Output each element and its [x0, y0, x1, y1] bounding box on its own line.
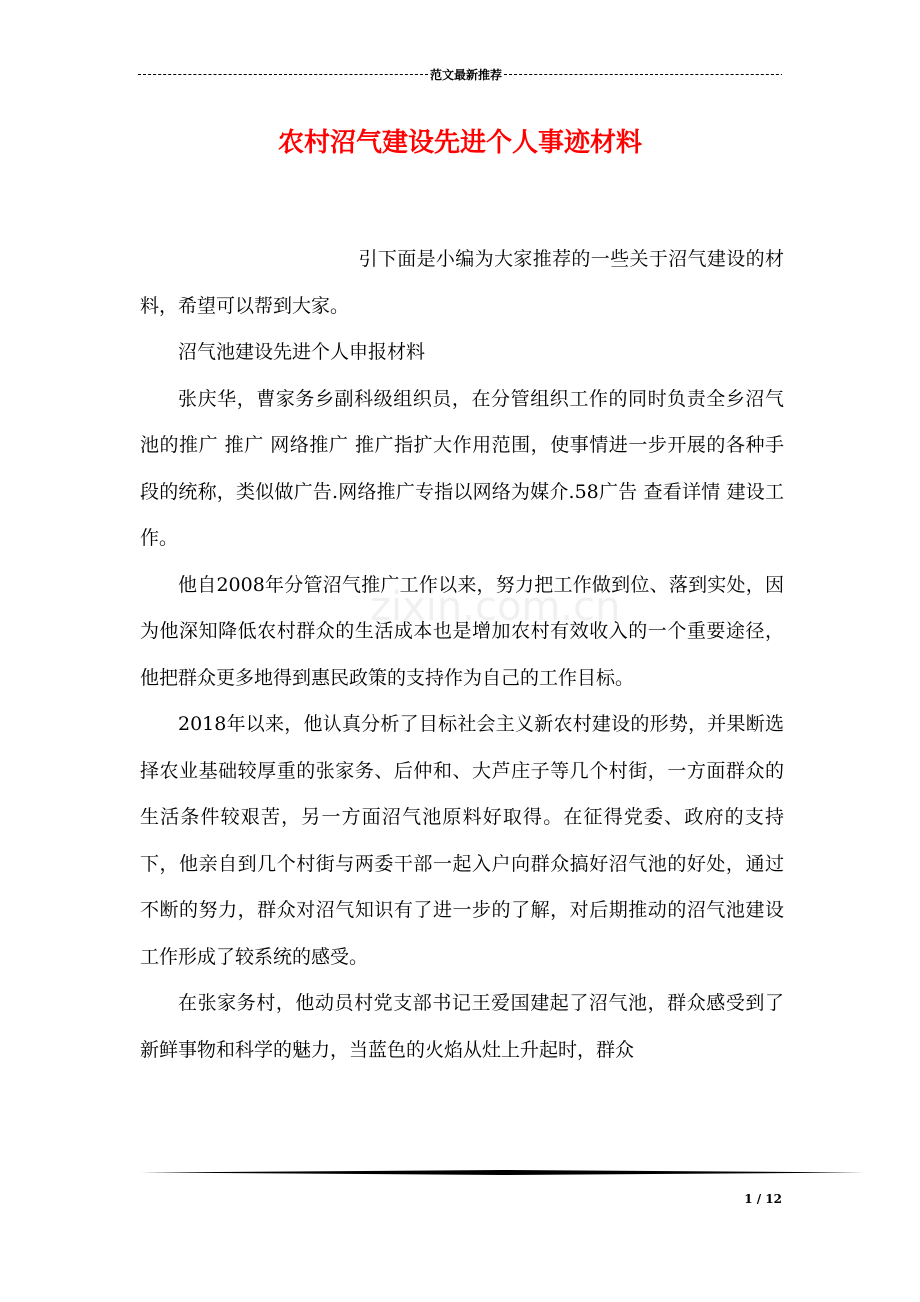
footer-rule — [140, 1170, 864, 1175]
paragraph-subheading: 沼气池建设先进个人申报材料 — [178, 341, 426, 363]
paragraph: 他自2008年分管沼气推广工作以来，努力把工作做到位、落到实处，因为他深知降低农村群众的生活成本也是增加农村有效收入的一个重要途径，他把群众更多地得到惠民政策的支持作为自己的工作目标。 — [140, 573, 784, 689]
paragraph: 在张家务村，他动员村党支部书记王爱国建起了沼气池，群众感受到了新鲜事物和科学的魅力，当蓝色的火焰从灶上升起时，群众 — [140, 992, 784, 1061]
paragraph: 张庆华，曹家务乡副科级组织员，在分管组织工作的同时负责全乡沼气池的推广 推广 网络推广 推广指扩大作用范围，使事情进一步开展的各种手段的统称，类似做广告.网络推广专指以网络为媒介.58广告 查看详情 建设工作。 — [140, 387, 784, 549]
header-label: 范文最新推荐 — [430, 68, 503, 82]
header-dash-right — [504, 74, 782, 75]
page-header — [138, 66, 782, 83]
paragraph: 2018年以来，他认真分析了目标社会主义新农村建设的形势，并果断选择农业基础较厚重的张家务、后仲和、大芦庄子等几个村街，一方面群众的生活条件较艰苦，另一方面沼气池原料好取得。在征得党委、政府的支持下，他亲自到几个村街与两委干部一起入户向群众搞好沼气池的好处，通过不断的努力，群众对沼气知识有了进一步的了解，对后期推动的沼气池建设工作形成了较系统的感受。 — [140, 713, 784, 968]
header-dash-left — [138, 74, 428, 75]
watermark: zixin.com.cn — [370, 584, 621, 630]
document-title: 农村沼气建设先进个人事迹材料 — [277, 128, 642, 158]
paragraph-intro: 引下面是小编为大家推荐的一些关于沼气建设的材料，希望可以帮到大家。 — [140, 248, 784, 317]
document-body — [140, 236, 784, 1073]
page-number: 1 / 12 — [744, 1192, 782, 1206]
